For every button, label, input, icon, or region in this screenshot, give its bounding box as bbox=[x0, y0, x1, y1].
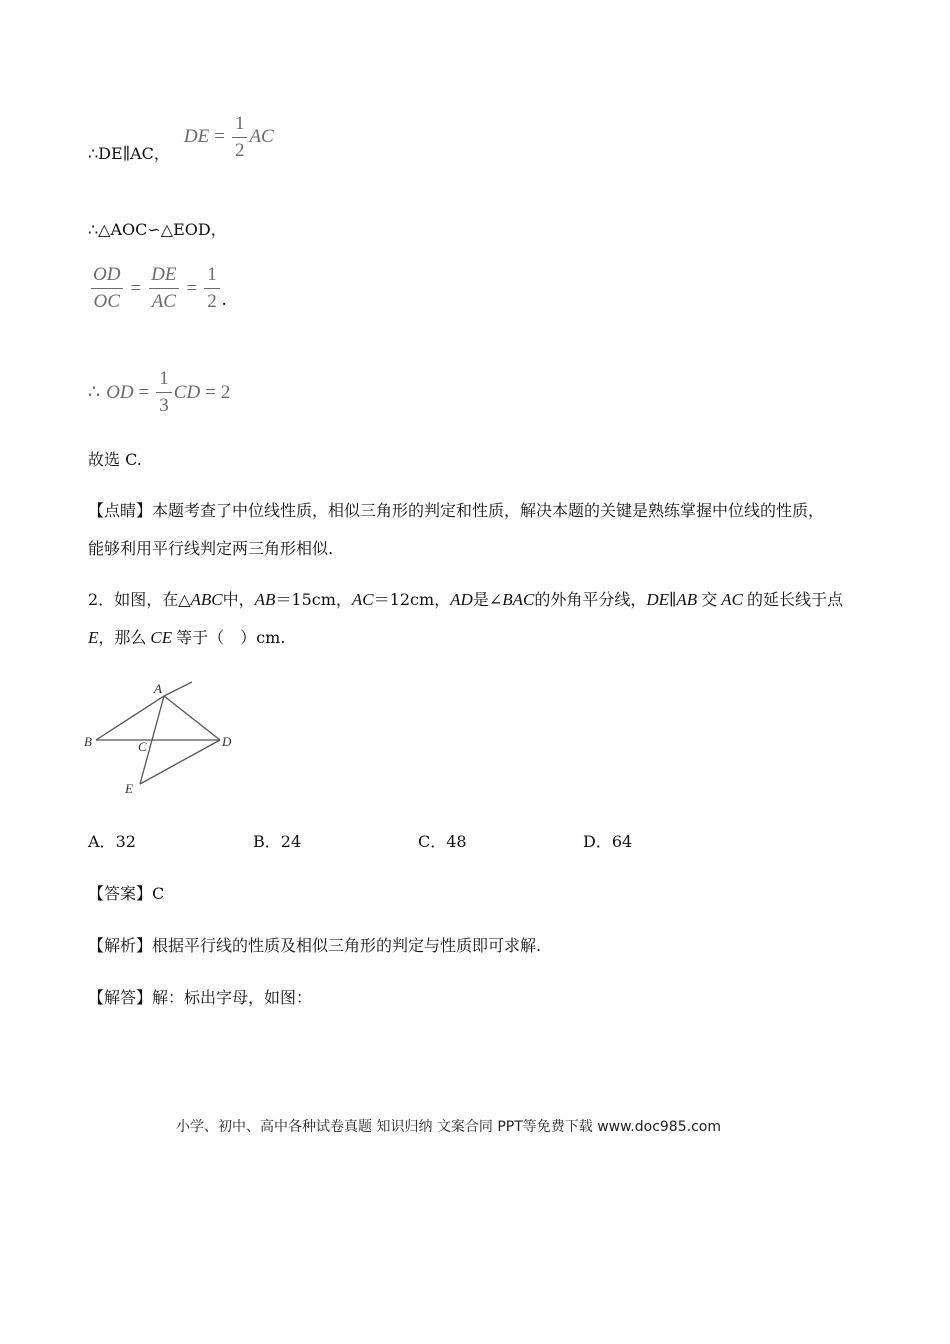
ray-a-extension bbox=[164, 682, 192, 696]
question-text: 的延长线于点 bbox=[746, 590, 843, 609]
geometry-figure bbox=[80, 674, 250, 804]
segment-ad: AD bbox=[450, 590, 473, 609]
fraction-numerator: DE bbox=[151, 264, 177, 285]
formula-de-half-ac bbox=[184, 113, 274, 162]
point-e: E bbox=[88, 628, 99, 647]
option-letter: D． bbox=[583, 832, 612, 851]
fraction-od-oc bbox=[90, 264, 123, 313]
solution-line bbox=[88, 986, 312, 1010]
fraction-one-half bbox=[204, 264, 220, 313]
segment-ab: AB bbox=[254, 590, 276, 609]
fraction-numerator: 1 bbox=[207, 264, 217, 285]
answer-value: C bbox=[152, 884, 165, 903]
fraction-denominator: 2 bbox=[204, 288, 220, 313]
equals-sign: = bbox=[138, 381, 150, 403]
segment-de: DE bbox=[646, 590, 670, 609]
question-line-2 bbox=[88, 626, 285, 650]
fraction-numerator: 1 bbox=[234, 112, 245, 134]
question-text: 的外角平分线， bbox=[534, 590, 647, 609]
formula-lhs: DE bbox=[183, 126, 210, 147]
option-value: 24 bbox=[280, 832, 302, 851]
fraction-denominator: 2 bbox=[232, 137, 248, 162]
formula-rhs: AC bbox=[249, 126, 274, 147]
fraction-one-half bbox=[232, 113, 248, 162]
comment-label: 【点睛】 bbox=[88, 501, 153, 520]
solution-text: 解：标出字母，如图： bbox=[152, 988, 313, 1007]
conclusion-prefix: ∴DE∥AC， bbox=[88, 144, 170, 163]
label-d: D bbox=[222, 734, 232, 749]
segment-ac: AC bbox=[721, 590, 743, 609]
option-value: 64 bbox=[611, 832, 633, 851]
question-text: 是∠ bbox=[472, 590, 503, 609]
label-a: A bbox=[154, 681, 162, 696]
fraction-de-ac bbox=[148, 264, 179, 313]
formula-mid: CD bbox=[173, 381, 201, 403]
label-b: B bbox=[84, 734, 92, 749]
page-footer: 小学、初中、高中各种试卷真题 知识归纳 文案合同 PPT等免费下载 www.doc985.com bbox=[176, 1119, 721, 1135]
question-text: 如图，在△ bbox=[114, 590, 191, 609]
formula-rhs: 2 bbox=[220, 381, 231, 403]
label-c: C bbox=[138, 739, 147, 754]
label-e: E bbox=[125, 781, 133, 796]
question-line-1 bbox=[88, 588, 843, 612]
fraction-denominator: 3 bbox=[156, 392, 172, 417]
period: . bbox=[221, 288, 227, 310]
question-text: 等于（ ）cm. bbox=[176, 628, 286, 647]
ratio-equation bbox=[88, 264, 226, 313]
question-text: 交 bbox=[701, 590, 718, 609]
equals-sign: = bbox=[205, 381, 216, 403]
formula-equals: = bbox=[214, 126, 225, 147]
question-text: ，那么 bbox=[98, 628, 147, 647]
question-text: ＝15cm， bbox=[275, 590, 352, 609]
question-text: 中， bbox=[222, 590, 255, 609]
option-value: 48 bbox=[446, 832, 467, 851]
analysis-line bbox=[88, 934, 541, 958]
fraction-numerator: OD bbox=[93, 264, 121, 285]
segment-ab: AB bbox=[676, 590, 698, 609]
comment-text-1: 本题考查了中位线性质，相似三角形的判定和性质，解决本题的关键是熟练掌握中位线的性质， bbox=[152, 501, 825, 520]
equals-sign: = bbox=[186, 277, 198, 299]
parallel-symbol: ∥ bbox=[669, 590, 677, 609]
therefore-symbol: ∴ bbox=[88, 382, 101, 403]
option-a bbox=[88, 830, 136, 854]
choose-line: 故选 C. bbox=[88, 450, 142, 469]
equals-sign: = bbox=[130, 277, 142, 299]
segment-ad bbox=[164, 696, 220, 740]
od-equation bbox=[88, 368, 230, 417]
fraction-denominator: AC bbox=[149, 288, 179, 313]
option-c bbox=[418, 830, 467, 854]
option-d bbox=[583, 830, 632, 854]
fraction-numerator: 1 bbox=[159, 368, 169, 389]
segment-ac: AC bbox=[351, 590, 374, 609]
option-letter: A． bbox=[88, 832, 116, 851]
comment-line-2: 能够利用平行线判定两三角形相似. bbox=[88, 539, 334, 558]
option-letter: C． bbox=[418, 832, 447, 851]
option-b bbox=[253, 830, 301, 854]
segment-de bbox=[140, 740, 220, 784]
comment-line-1 bbox=[88, 499, 824, 523]
option-letter: B． bbox=[253, 832, 281, 851]
segment-ce: CE bbox=[150, 628, 173, 647]
similar-triangles-line: ∴△AOC∽△EOD， bbox=[88, 220, 227, 239]
solution-label: 【解答】 bbox=[88, 988, 153, 1007]
option-value: 32 bbox=[115, 832, 136, 851]
fraction-denominator: OC bbox=[91, 288, 123, 313]
triangle-name: ABC bbox=[190, 590, 223, 609]
angle-bac: BAC bbox=[502, 590, 535, 609]
answer-line bbox=[88, 882, 164, 906]
conclusion-line-1 bbox=[88, 112, 274, 177]
question-number: 2． bbox=[88, 590, 115, 609]
question-text: ＝12cm， bbox=[373, 590, 451, 609]
formula-lhs: OD bbox=[106, 381, 134, 403]
analysis-label: 【解析】 bbox=[88, 936, 153, 955]
analysis-text: 根据平行线的性质及相似三角形的判定与性质即可求解. bbox=[152, 936, 542, 955]
fraction-one-third bbox=[156, 368, 172, 417]
answer-label: 【答案】 bbox=[88, 884, 153, 903]
